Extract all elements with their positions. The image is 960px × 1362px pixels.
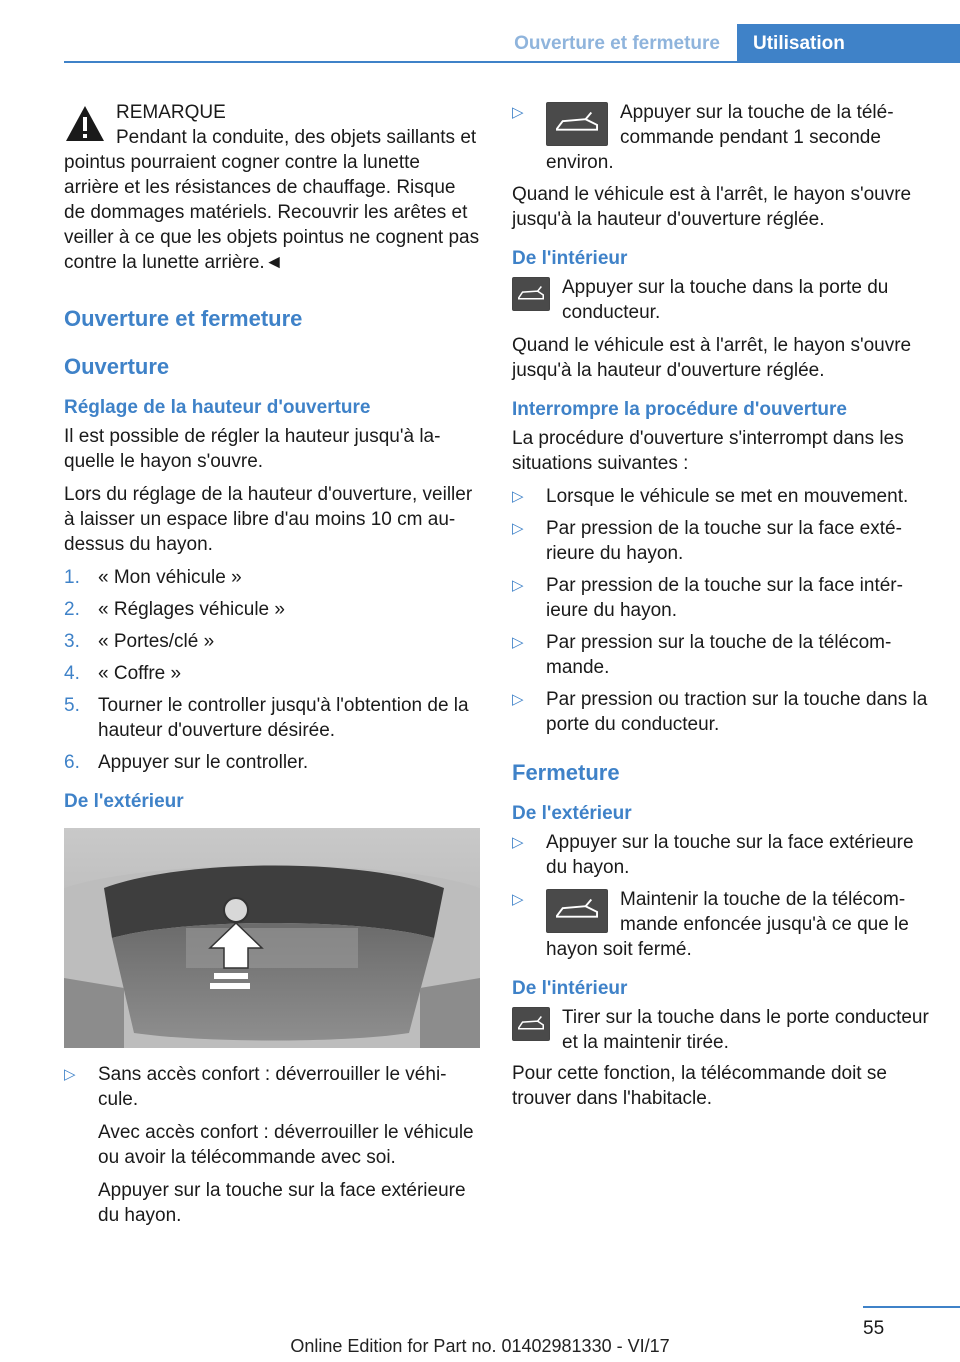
right-column [512, 100, 930, 1119]
note-title: REMARQUE [116, 102, 226, 123]
remote-press-text: Appuyer sur la touche de la télécommande pendant 1 seconde environ. [546, 102, 894, 173]
heading-from-inside-close: De l'intérieur [512, 978, 628, 999]
paragraph-vehicle-stopped-1: Quand le véhicule est à l'arrêt, le hayon s'ouvre jusqu'à la hauteur d'ouverture réglée. [512, 184, 912, 230]
door-tailgate-button-icon [512, 1007, 550, 1041]
remote-tailgate-key-icon [546, 102, 608, 146]
remote-tailgate-key-icon [546, 889, 608, 933]
paragraph-height-info: Il est possible de régler la hauteur jusqu'à laquelle le hayon s'ouvre. [64, 426, 441, 472]
heading-from-outside: De l'extérieur [64, 791, 184, 812]
settings-steps-list [64, 565, 480, 775]
list-item: ▷ Lorsque le véhicule se met en mouvement. [512, 486, 909, 507]
interrupt-list [512, 484, 930, 737]
list-item: 1. « Mon véhicule » [64, 567, 242, 588]
unlock-comfort: Avec accès confort : déverrouiller le véhicule ou avoir la télécommande avec soi. [98, 1122, 474, 1168]
list-item: ▷ Par pression ou traction sur la touche dans la porte du conducteur. [512, 689, 928, 735]
header-section-title: Ouverture et fermeture [514, 33, 720, 54]
list-item: 2. « Réglages véhicule » [64, 599, 285, 620]
remote-instructions [512, 100, 930, 175]
header-chapter-tab: Utilisation [737, 24, 960, 63]
paragraph-final: Pour cette fonction, la télécommande doit se trouver dans l'habitacle. [512, 1063, 887, 1109]
list-item: ▷ Sans accès confort : déverrouiller le véhicule. Avec accès confort : déverrouiller le véhicule ou avoir la télécommande avec soi. Appuyer sur la touche sur la face extérieure du hayon. [64, 1062, 480, 1236]
left-column [64, 100, 480, 1243]
heading-closing: Fermeture [512, 760, 620, 785]
edition-footer: Online Edition for Part no. 01402981330 - VI/17 [290, 1336, 670, 1356]
unlock-no-comfort: Sans accès confort : déverrouiller le véhicule. [98, 1064, 447, 1110]
header-rule [64, 61, 960, 63]
warning-triangle-icon [64, 104, 106, 144]
heading-opening: Ouverture [64, 354, 170, 379]
heading-from-outside-close: De l'extérieur [512, 803, 632, 824]
inside-close-text: Tirer sur la touche dans le porte conducteur et la maintenir tirée. [562, 1007, 929, 1053]
close-outside-list [512, 830, 930, 962]
heading-height-setting: Réglage de la hauteur d'ouverture [64, 397, 371, 418]
list-item: 5. Tourner le controller jusqu'à l'obtention de la hauteur d'ouverture désirée. [64, 695, 469, 741]
list-item: ▷ Par pression de la touche sur la face extérieure du hayon. [512, 518, 902, 564]
list-item: 3. « Portes/clé » [64, 631, 215, 652]
inside-button-row [512, 275, 930, 325]
inside-button-text: Appuyer sur la touche dans la porte du conducteur. [562, 277, 889, 323]
hold-remote-text: Maintenir la touche de la télécommande enfoncée jusqu'à ce que le hayon soit fermé. [546, 889, 909, 960]
list-item: ▷ Appuyer sur la touche sur la face extérieure du hayon. [512, 832, 914, 878]
page-number: 55 [863, 1318, 885, 1339]
paragraph-interrupt: La procédure d'ouverture s'interrompt dans les situations suivantes : [512, 428, 904, 474]
list-item: ▷ Par pression de la touche sur la face intérieure du hayon. [512, 575, 903, 621]
heading-interrupt: Interrompre la procédure d'ouverture [512, 399, 847, 420]
heading-open-close: Ouverture et fermeture [64, 306, 303, 331]
list-item: 4. « Coffre » [64, 663, 182, 684]
paragraph-vehicle-stopped-2: Quand le véhicule est à l'arrêt, le hayon s'ouvre jusqu'à la hauteur d'ouverture réglée. [512, 335, 912, 381]
heading-from-inside: De l'intérieur [512, 248, 628, 269]
door-tailgate-button-icon [512, 277, 550, 311]
list-item: ▷ Maintenir la touche de la télécommande enfoncée jusqu'à ce que le hayon soit fermé. [512, 889, 909, 960]
note-text: Pendant la conduite, des objets saillants et pointus pourraient cogner contre la lunette arrière et les résistances de chauffage. Risque de dommages matériels. Recouvrir les arêtes et veiller à ce que les objets pointus ne cognent pas contre la lunette arrière.◄ [64, 127, 480, 273]
paragraph-clearance: Lors du réglage de la hauteur d'ouverture, veiller à laisser un espace libre d'au moins 10 cm au-dessus du hayon. [64, 484, 473, 555]
car-rear-image [64, 828, 480, 1048]
list-item: ▷ Par pression sur la touche de la télécommande. [512, 632, 892, 678]
warning-note [64, 100, 480, 283]
unlock-instructions [64, 1062, 480, 1236]
press-outside-button: Appuyer sur la touche sur la face extérieure du hayon. [98, 1180, 466, 1226]
tailgate-button-illustration [64, 828, 480, 1048]
list-item: 6. Appuyer sur le controller. [64, 752, 309, 773]
list-item: ▷ Appuyer sur la touche de la télécommande pendant 1 seconde environ. [512, 102, 894, 173]
footer-rule [863, 1306, 960, 1308]
inside-close-row [512, 1005, 930, 1055]
